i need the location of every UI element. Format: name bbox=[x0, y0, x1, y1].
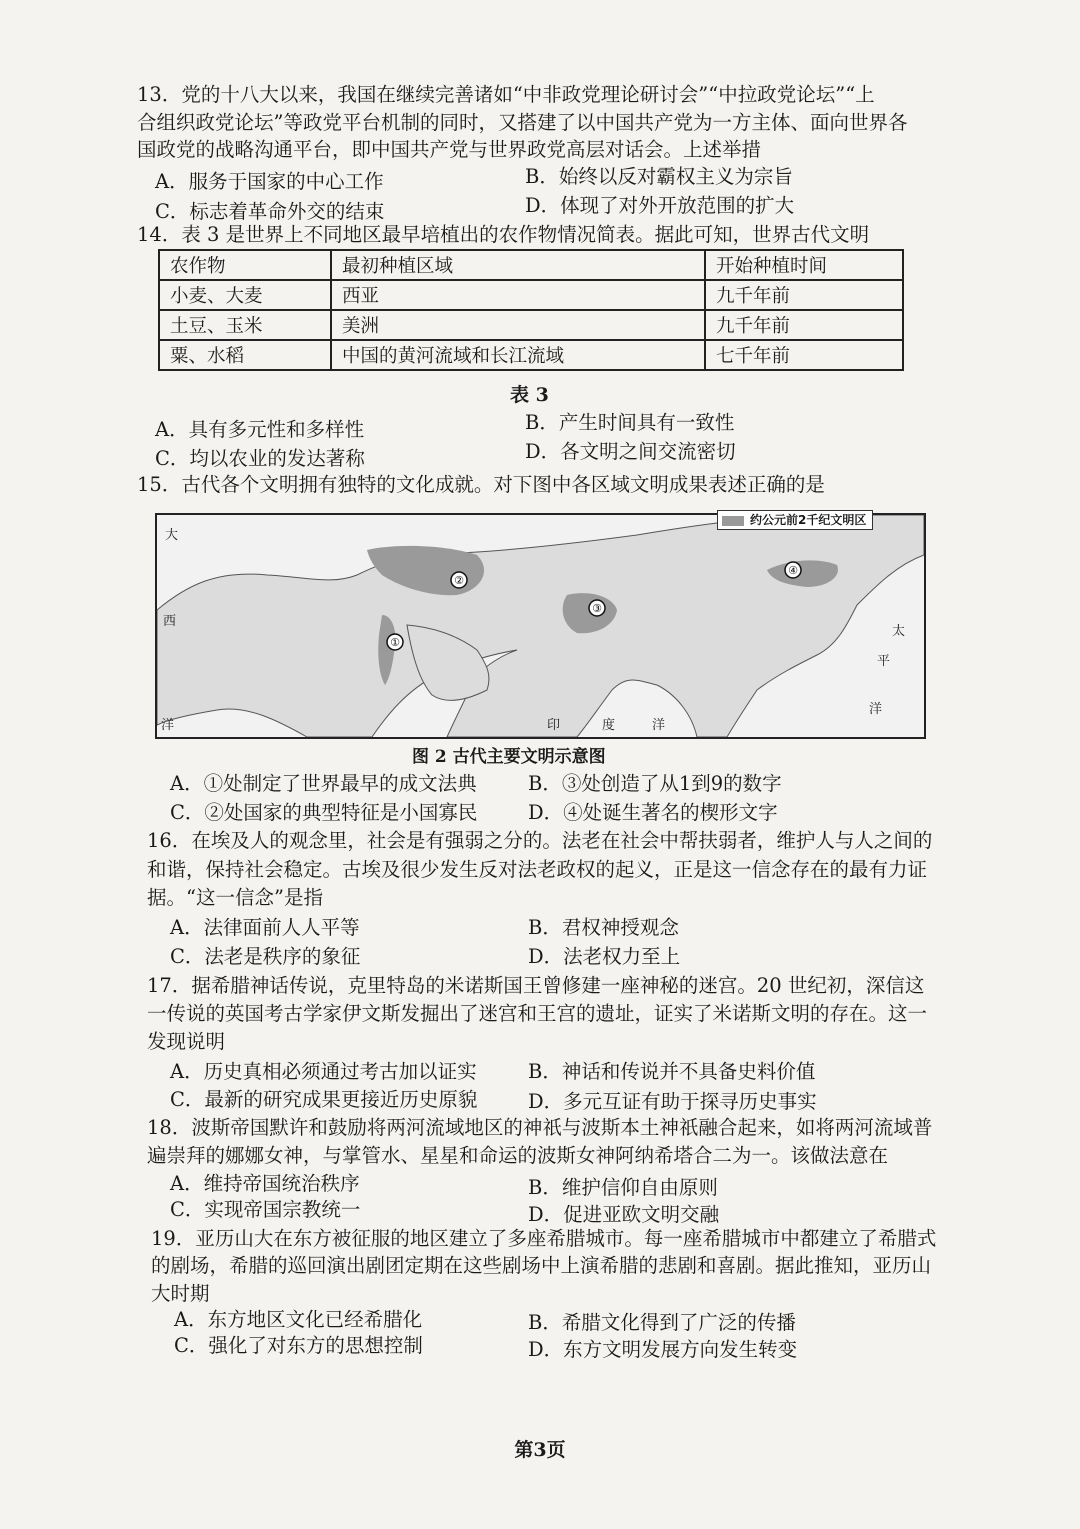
q18-option-b: B．维护信仰自由原则 bbox=[528, 1176, 718, 1199]
table-header-cell: 农作物 bbox=[159, 250, 331, 280]
table-cell: 美洲 bbox=[331, 310, 705, 340]
q16-option-b: B．君权神授观念 bbox=[528, 916, 679, 939]
label-yang-1: 洋 bbox=[161, 718, 175, 733]
table-cell: 土豆、玉米 bbox=[159, 310, 331, 340]
q13-option-a: A．服务于国家的中心工作 bbox=[155, 170, 384, 193]
q18-option-c: C．实现帝国宗教统一 bbox=[170, 1198, 361, 1221]
table-row bbox=[159, 340, 903, 370]
q19-option-b: B．希腊文化得到了广泛的传播 bbox=[528, 1311, 796, 1334]
q13-option-d: D．体现了对外开放范围的扩大 bbox=[525, 194, 795, 217]
q16-stem-line-3: 据。“这一信念”是指 bbox=[147, 886, 323, 909]
q14-option-c: C．均以农业的发达著称 bbox=[155, 447, 365, 470]
q13-option-c: C．标志着革命外交的结束 bbox=[155, 200, 385, 223]
q18-option-a: A．维持帝国统治秩序 bbox=[170, 1172, 360, 1195]
q13-stem-line-3: 国政党的战略沟通平台，即中国共产党与世界政党高层对话会。上述举措 bbox=[137, 138, 762, 161]
table-row bbox=[159, 280, 903, 310]
table-cell: 中国的黄河流域和长江流域 bbox=[331, 340, 705, 370]
q14-option-a: A．具有多元性和多样性 bbox=[155, 418, 365, 441]
table-row bbox=[159, 310, 903, 340]
marker-3 bbox=[589, 600, 605, 616]
table-cell: 西亚 bbox=[331, 280, 705, 310]
label-du: 度 bbox=[602, 718, 616, 733]
q17-stem-line-2: 一传说的英国考古学家伊文斯发掘出了迷宫和王宫的遗址，证实了米诺斯文明的存在。这一 bbox=[147, 1002, 928, 1025]
legend-swatch bbox=[722, 516, 744, 526]
legend-label: 约公元前2千纪文明区 bbox=[750, 513, 867, 527]
label-tai: 太 bbox=[892, 624, 906, 639]
svg-text:③: ③ bbox=[592, 602, 602, 615]
q14-stem: 14．表 3 是世界上不同地区最早培植出的农作物情况简表。据此可知，世界古代文明 bbox=[137, 223, 870, 246]
marker-1 bbox=[387, 634, 403, 650]
label-da: 大 bbox=[165, 528, 179, 543]
page-number: 第3页 bbox=[514, 1439, 566, 1461]
q18-option-d: D．促进亚欧文明交融 bbox=[528, 1203, 720, 1226]
table-cell: 粟、水稻 bbox=[159, 340, 331, 370]
q19-option-a: A．东方地区文化已经希腊化 bbox=[174, 1308, 423, 1331]
marker-2 bbox=[451, 572, 467, 588]
q16-stem-line-2: 和谐，保持社会稳定。古埃及很少发生反对法老政权的起义，正是这一信念存在的最有力证 bbox=[147, 858, 928, 881]
map-legend bbox=[717, 510, 873, 530]
q17-stem-line-3: 发现说明 bbox=[147, 1030, 226, 1053]
civilization-map bbox=[155, 513, 926, 739]
q15-stem: 15．古代各个文明拥有独特的文化成就。对下图中各区域文明成果表述正确的是 bbox=[137, 473, 825, 496]
q19-stem-line-1: 19．亚历山大在东方被征服的地区建立了多座希腊城市。每一座希腊城市中都建立了希腊式 bbox=[151, 1227, 937, 1250]
q16-option-c: C．法老是秩序的象征 bbox=[170, 945, 361, 968]
label-yin: 印 bbox=[547, 718, 561, 733]
svg-text:④: ④ bbox=[788, 564, 798, 577]
svg-text:②: ② bbox=[454, 574, 464, 587]
label-yang-2: 洋 bbox=[652, 718, 666, 733]
q13-stem-line-2: 合组织政党论坛”等政党平台机制的同时，又搭建了以中国共产党为一方主体、面向世界各 bbox=[137, 111, 908, 134]
q14-option-b: B．产生时间具有一致性 bbox=[525, 411, 735, 434]
q17-option-d: D．多元互证有助于探寻历史事实 bbox=[528, 1090, 817, 1113]
q16-option-a: A．法律面前人人平等 bbox=[170, 916, 360, 939]
q19-option-d: D．东方文明发展方向发生转变 bbox=[528, 1338, 798, 1361]
q15-option-b: B．③处创造了从1到9的数字 bbox=[528, 772, 782, 795]
q18-stem-line-1: 18．波斯帝国默许和鼓励将两河流域地区的神祇与波斯本土神祇融合起来，如将两河流域普 bbox=[147, 1116, 933, 1139]
q17-option-c: C．最新的研究成果更接近历史原貌 bbox=[170, 1088, 478, 1111]
table-cell: 小麦、大麦 bbox=[159, 280, 331, 310]
q16-option-d: D．法老权力至上 bbox=[528, 945, 681, 968]
q19-stem-line-3: 大时期 bbox=[151, 1282, 210, 1305]
q17-stem-line-1: 17．据希腊神话传说，克里特岛的米诺斯国王曾修建一座神秘的迷宫。20 世纪初，深信这 bbox=[147, 974, 925, 997]
map-svg bbox=[157, 515, 924, 737]
label-yang-3: 洋 bbox=[869, 702, 883, 717]
q15-option-d: D．④处诞生著名的楔形文字 bbox=[528, 801, 778, 824]
q16-stem-line-1: 16．在埃及人的观念里，社会是有强弱之分的。法老在社会中帮扶弱者，维护人与人之间的 bbox=[147, 829, 933, 852]
map-caption: 图 2 古代主要文明示意图 bbox=[412, 747, 606, 767]
table-header-row bbox=[159, 250, 903, 280]
q14-option-d: D．各文明之间交流密切 bbox=[525, 440, 736, 463]
q18-stem-line-2: 遍崇拜的娜娜女神，与掌管水、星星和命运的波斯女神阿纳希塔合二为一。该做法意在 bbox=[147, 1144, 889, 1167]
svg-text:①: ① bbox=[390, 636, 400, 649]
q17-option-a: A．历史真相必须通过考古加以证实 bbox=[170, 1060, 477, 1083]
q19-stem-line-2: 的剧场，希腊的巡回演出剧团定期在这些剧场中上演希腊的悲剧和喜剧。据此推知，亚历山 bbox=[151, 1254, 932, 1277]
crop-table bbox=[158, 249, 904, 371]
label-ping: 平 bbox=[877, 654, 891, 669]
label-xi: 西 bbox=[163, 614, 177, 629]
marker-4 bbox=[785, 562, 801, 578]
q19-option-c: C．强化了对东方的思想控制 bbox=[174, 1334, 423, 1357]
q13-option-b: B．始终以反对霸权主义为宗旨 bbox=[525, 165, 793, 188]
table-caption: 表 3 bbox=[510, 384, 549, 406]
q17-option-b: B．神话和传说并不具备史料价值 bbox=[528, 1060, 816, 1083]
table-cell: 七千年前 bbox=[705, 340, 903, 370]
q15-option-a: A．①处制定了世界最早的成文法典 bbox=[170, 772, 477, 795]
table-header-cell: 最初种植区域 bbox=[331, 250, 705, 280]
table-header-cell: 开始种植时间 bbox=[705, 250, 903, 280]
table-cell: 九千年前 bbox=[705, 310, 903, 340]
q13-stem-line-1: 13．党的十八大以来，我国在继续完善诸如“中非政党理论研讨会”“中拉政党论坛”“上 bbox=[137, 83, 875, 106]
q15-option-c: C．②处国家的典型特征是小国寡民 bbox=[170, 801, 478, 824]
table-cell: 九千年前 bbox=[705, 280, 903, 310]
